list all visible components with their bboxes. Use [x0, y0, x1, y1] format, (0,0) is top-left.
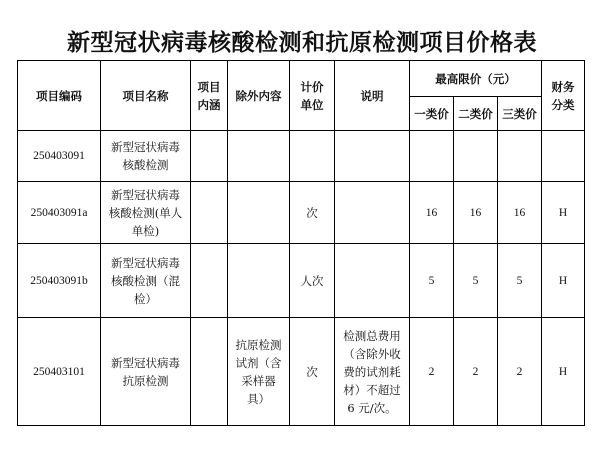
cell-name: 新型冠状病毒 核酸检测(单人 单检) [101, 182, 191, 244]
cell-connotation [191, 131, 228, 182]
table-row [18, 131, 585, 182]
cell-finance: H [542, 318, 585, 426]
cell-class3 [498, 131, 542, 182]
header-connotation: 项目 内涵 [191, 61, 228, 131]
cell-name: 新型冠状病毒 核酸检测（混 检） [101, 244, 191, 318]
cell-class1: 5 [410, 244, 454, 318]
table-row [18, 318, 585, 426]
cell-unit: 次 [290, 182, 335, 244]
header-exclusions: 除外内容 [228, 61, 290, 131]
cell-class3: 16 [498, 182, 542, 244]
cell-exclusions [228, 244, 290, 318]
cell-class3: 5 [498, 244, 542, 318]
document-title: 新型冠状病毒核酸检测和抗原检测项目价格表 [67, 29, 537, 56]
cell-unit: 次 [290, 318, 335, 426]
cell-class2: 5 [454, 244, 498, 318]
cell-connotation [191, 244, 228, 318]
cell-connotation [191, 182, 228, 244]
cell-name: 新型冠状病毒 核酸检测 [101, 131, 191, 182]
cell-code: 250403091a [18, 182, 101, 244]
cell-code: 250403091 [18, 131, 101, 182]
header-unit: 计价 单位 [290, 61, 335, 131]
cell-code: 250403091b [18, 244, 101, 318]
cell-notes: 检测总费用 （含除外收 费的试剂耗 材）不超过 6 元/次。 [335, 318, 410, 426]
header-max-price: 最高限价（元） [410, 61, 542, 97]
header-finance: 财务 分类 [542, 61, 585, 131]
header-notes: 说明 [335, 61, 410, 131]
price-table [17, 60, 585, 426]
cell-unit [290, 131, 335, 182]
cell-class1: 2 [410, 318, 454, 426]
cell-class2: 2 [454, 318, 498, 426]
cell-class1 [410, 131, 454, 182]
header-name: 项目名称 [101, 61, 191, 131]
cell-class3: 2 [498, 318, 542, 426]
header-code: 项目编码 [18, 61, 101, 131]
table-row [18, 244, 585, 318]
cell-connotation [191, 318, 228, 426]
cell-finance [542, 131, 585, 182]
header-class1: 一类价 [410, 97, 454, 131]
header-class2: 二类价 [454, 97, 498, 131]
cell-exclusions: 抗原检测 试剂（含 采样器 具） [228, 318, 290, 426]
table-row [18, 182, 585, 244]
cell-code: 250403101 [18, 318, 101, 426]
cell-class2 [454, 131, 498, 182]
header-class3: 三类价 [498, 97, 542, 131]
cell-class1: 16 [410, 182, 454, 244]
cell-finance: H [542, 244, 585, 318]
cell-notes [335, 244, 410, 318]
cell-exclusions [228, 131, 290, 182]
cell-notes [335, 182, 410, 244]
cell-class2: 16 [454, 182, 498, 244]
header-row [18, 61, 585, 97]
cell-notes [335, 131, 410, 182]
cell-name: 新型冠状病毒 抗原检测 [101, 318, 191, 426]
cell-finance: H [542, 182, 585, 244]
cell-unit: 人次 [290, 244, 335, 318]
cell-exclusions [228, 182, 290, 244]
